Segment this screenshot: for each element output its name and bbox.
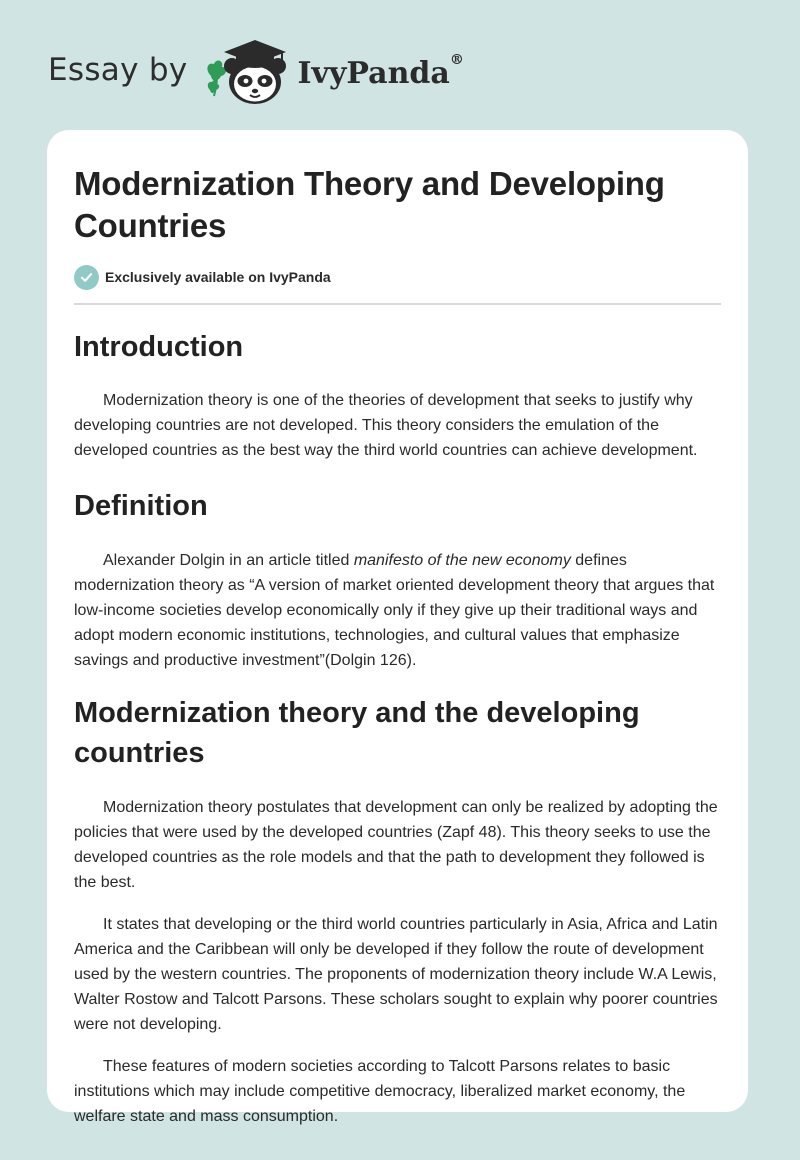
paragraph: It states that developing or the third world countries particularly in Asia, Africa and Latin America and the Caribbean will only be developed if they follow the route of development used by the western countries. The proponents of modernization theory include W.A Lewis, Walter Rostow and Talcott Parsons. These scholars sought to explain why poorer countries were not developing.	[74, 916, 718, 1033]
paragraph: These features of modern societies according to Talcott Parsons relates to basic institutions which may include competitive democracy, liberalized market economy, the welfare state and mass consumption.	[74, 1058, 686, 1125]
registered-mark: ®	[449, 51, 464, 68]
badge-text: Exclusively available on IvyPanda	[105, 269, 331, 285]
article-title: manifesto of the new economy	[353, 552, 571, 569]
paragraph-text: Alexander Dolgin in an article titled	[103, 552, 354, 569]
brand-name: IvyPanda®	[297, 51, 464, 91]
divider	[74, 303, 721, 305]
essay-title: Modernization Theory and Developing Countries	[74, 165, 665, 244]
section-heading-definition: Definition	[74, 490, 208, 522]
panda-graduate-icon	[202, 36, 294, 108]
brand-prefix: Essay by	[48, 52, 188, 88]
section-heading-introduction: Introduction	[74, 331, 244, 363]
paragraph	[74, 548, 721, 673]
section-heading-modernization: Modernization theory and the developing countries	[74, 697, 640, 769]
check-circle-icon	[74, 265, 99, 290]
paragraph-text: defines modernization theory as “A version of market oriented development theory that argues that low-income societies develop economically only if they give up their traditional ways and adopt modern economic institutions, technologies, and cultural values that emphasize savings and productive investment”(Dolgin 126).	[74, 552, 715, 669]
site-brand[interactable]	[48, 36, 464, 108]
paragraph: Modernization theory is one of the theories of development that seeks to justify why developing countries are not developed. This theory considers the emulation of the developed countries as the best way the third world countries can achieve development.	[74, 392, 698, 459]
essay-card	[47, 130, 748, 1125]
paragraph: Modernization theory postulates that development can only be realized by adopting the policies that were used by the developed countries (Zapf 48). This theory seeks to use the developed countries as the role models and that the path to development they followed is the best.	[74, 799, 718, 891]
exclusive-badge	[74, 264, 721, 290]
